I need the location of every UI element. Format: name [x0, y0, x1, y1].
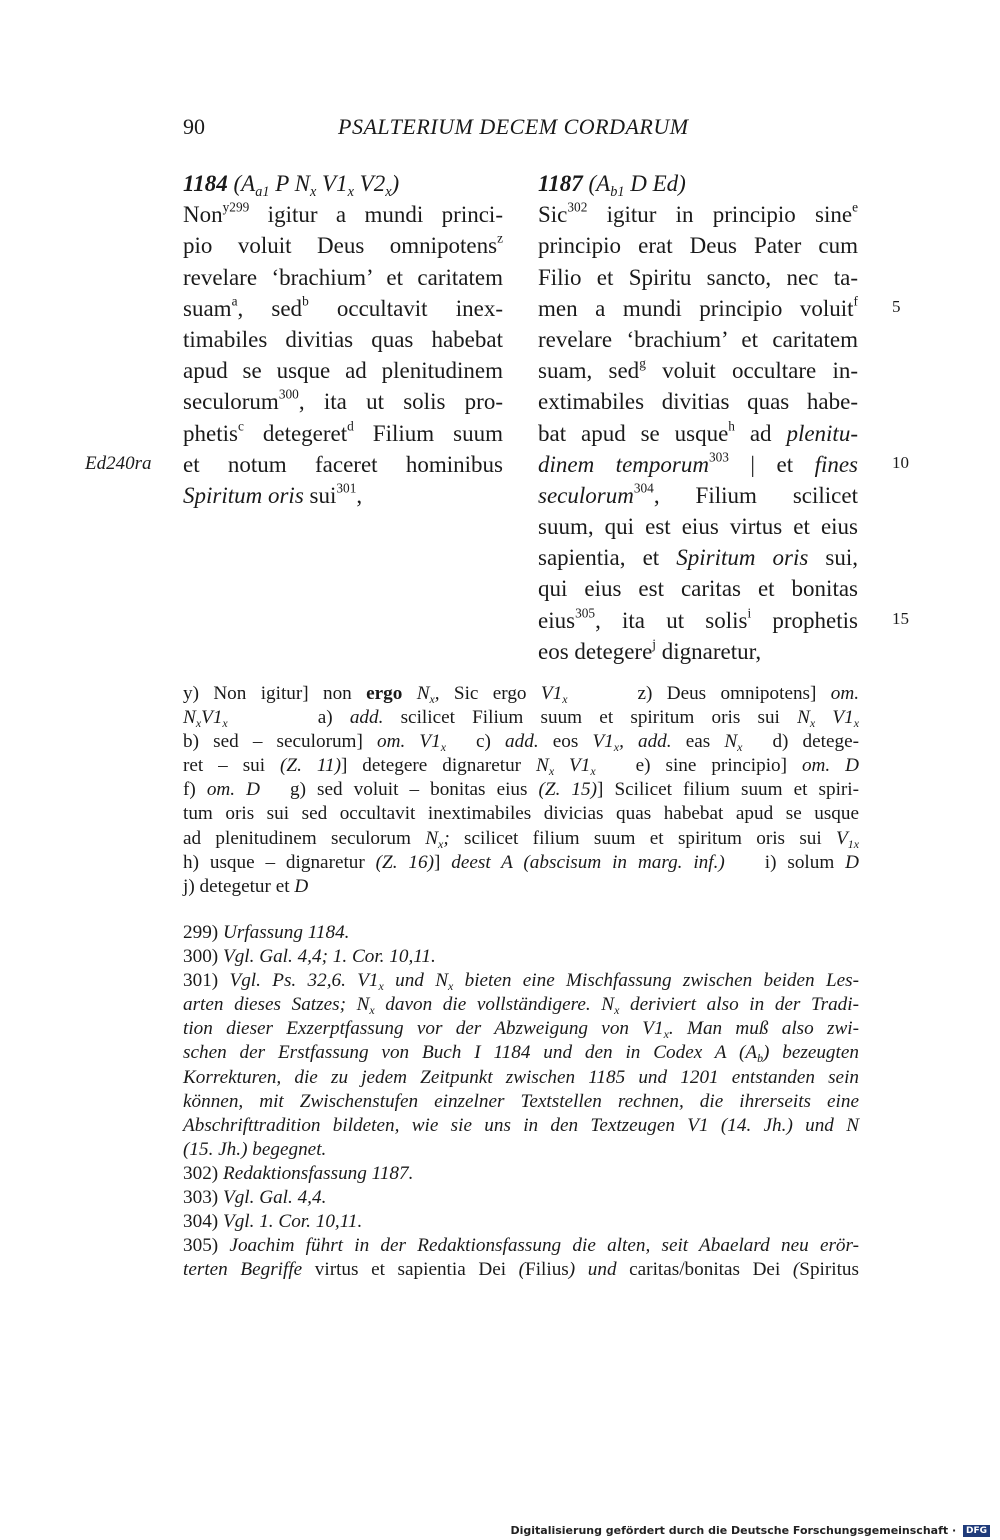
note-line: (15. Jh.) begegnet.	[183, 1138, 327, 1160]
running-title: PSALTERIUM DECEM CORDARUM	[338, 114, 689, 139]
apparatus-line: h) usque – dignaretur (Z. 16)] deest A (abscisum in marg. inf.) i) solum D	[183, 851, 859, 873]
note-line: Abschrifttradition bildeten, wie sie uns in den Textzeugen V1 (14. Jh.) und N	[183, 1114, 859, 1136]
text-line: eos detegere$^j$ dignaretur,	[538, 636, 762, 664]
note-line: 303) Vgl. Gal. 4,4.	[183, 1187, 327, 1209]
apparatus-line: b) sed – seculorum] om. $V1_x$ c) add. eos $V1_x$, add. eas $N_x$ d) detege-	[183, 731, 860, 755]
left-column-1184	[183, 168, 503, 511]
text-line: sapientia, et Spiritum oris sui,	[538, 545, 858, 571]
line-number-10: 10	[892, 453, 909, 472]
margin-folio-reference: Ed240ra	[85, 453, 152, 474]
note-line: terten Begriffe virtus et sapientia Dei (Filius) und caritas/bonitas Dei (Spiritus	[183, 1259, 859, 1281]
left-column-heading: 1184 ($A_{a1}$ P $N_x$ $V1_x$ $V2_x$)	[183, 171, 400, 200]
note-line: 302) Redaktionsfassung 1187.	[183, 1162, 414, 1184]
text-line: suum, qui est eius virtus et eius	[538, 514, 858, 540]
text-line: Non$^{y299}$ igitur a mundi princi-	[183, 199, 503, 228]
note-line: Korrekturen, die zu jedem Zeitpunkt zwischen 1185 und 1201 entstanden sein	[183, 1066, 859, 1088]
text-line: seculorum$^{304}$, Filium scilicet	[538, 480, 858, 508]
note-line: arten dieses Satzes; $N_x$ davon die vollständigere. $N_x$ deriviert also in der Tradi-	[183, 994, 859, 1018]
right-column-1187	[538, 168, 858, 667]
note-line: 304) Vgl. 1. Cor. 10,11.	[183, 1211, 363, 1233]
digitization-footer: Digitalisierung gefördert durch die Deutsche Forschungsgemeinschaft · DFG	[510, 1524, 990, 1537]
apparatus-line: y) Non igitur] non ergo $N_x$, Sic ergo $V1_x$ z) Deus omnipotens] om.	[183, 683, 859, 707]
note-line: 299) Urfassung 1184.	[183, 922, 350, 943]
dfg-logo: DFG	[963, 1525, 990, 1537]
text-line: Spiritum oris sui$^{301}$,	[183, 480, 363, 508]
apparatus-line: tum oris sui sed occultavit inextimabiles divicias quas habebat apud se usque	[183, 803, 859, 825]
line-number-15: 15	[892, 609, 909, 628]
text-line: eius$^{305}$, ita ut solis$^i$ prophetis	[538, 604, 858, 633]
apparatus-line: ad plenitudinem seculorum $N_x$; scilicet filium suum et spiritum oris sui $V_{1x}$	[183, 827, 859, 851]
text-line: suam$^a$, sed$^b$ occultavit inex-	[183, 293, 503, 321]
text-line: pio voluit Deus omnipotens$^z$	[183, 230, 503, 259]
note-line: 300) Vgl. Gal. 4,4; 1. Cor. 10,11.	[183, 946, 436, 968]
text-line: dinem temporum$^{303}$ | et fines	[538, 449, 859, 477]
text-line: apud se usque ad plenitudinem	[183, 358, 503, 384]
apparatus-line: $N_xV1_x$ a) add. scilicet Filium suum et spiritum oris sui $N_x$ $V1_x$	[183, 707, 859, 731]
text-line: men a mundi principio voluit$^f$	[538, 293, 858, 321]
text-line: principio erat Deus Pater cum	[538, 233, 858, 259]
note-line: tion dieser Exzerptfassung vor der Abzweigung von $V1_x$. Man muß also zwi-	[183, 1018, 860, 1042]
text-line: Sic$^{302}$ igitur in principio sine$^e$	[538, 199, 858, 228]
note-line: 301) Vgl. Ps. 32,6. $V1_x$ und $N_x$ bieten eine Mischfassung zwischen beiden Les-	[183, 970, 859, 994]
text-line: timabiles divitias quas habebat	[183, 326, 503, 352]
page-number: 90	[183, 114, 205, 139]
apparatus-line: f) om. D g) sed voluit – bonitas eius (Z. 15)] Scilicet filium suum et spiri-	[183, 779, 860, 801]
note-line: schen der Erstfassung von Buch I 1184 und den in Codex A $(A_b)$ bezeugten	[183, 1042, 859, 1066]
note-line: können, mit Zwischenstufen einzelner Textstellen rechnen, die ihrerseits eine	[183, 1090, 859, 1112]
critical-apparatus	[183, 682, 859, 899]
text-line: seculorum$^{300}$, ita ut solis pro-	[183, 386, 503, 415]
text-line: revelare ‘brachium’ et caritatem	[538, 326, 858, 352]
text-line: revelare ‘brachium’ et caritatem	[183, 264, 503, 290]
text-line: et notum faceret hominibus	[183, 451, 503, 477]
text-line: phetis$^c$ detegeret$^d$ Filium suum	[183, 417, 503, 446]
commentary-notes	[183, 921, 859, 1282]
apparatus-line: j) detegetur et D	[183, 875, 309, 897]
footer-text: Digitalisierung gefördert durch die Deutsche Forschungsgemeinschaft	[510, 1524, 949, 1537]
text-line: suam, sed$^g$ voluit occultare in-	[538, 355, 858, 384]
text-line: qui eius est caritas et bonitas	[538, 576, 858, 602]
text-line: bat apud se usque$^h$ ad plenitu-	[538, 417, 858, 446]
right-column-heading: 1187 ($A_{b1}$ D Ed)	[538, 171, 686, 200]
apparatus-line: ret – sui (Z. 11)] detegere dignaretur $N_x$ $V1_x$ e) sine principio] om. D	[183, 755, 859, 779]
line-number-5: 5	[892, 297, 901, 316]
text-line: Filio et Spiritu sancto, nec ta-	[538, 264, 858, 290]
text-line: extimabiles divitias quas habe-	[538, 389, 858, 415]
note-line: 305) Joachim führt in der Redaktionsfassung die alten, seit Abaelard neu erör-	[183, 1235, 859, 1257]
